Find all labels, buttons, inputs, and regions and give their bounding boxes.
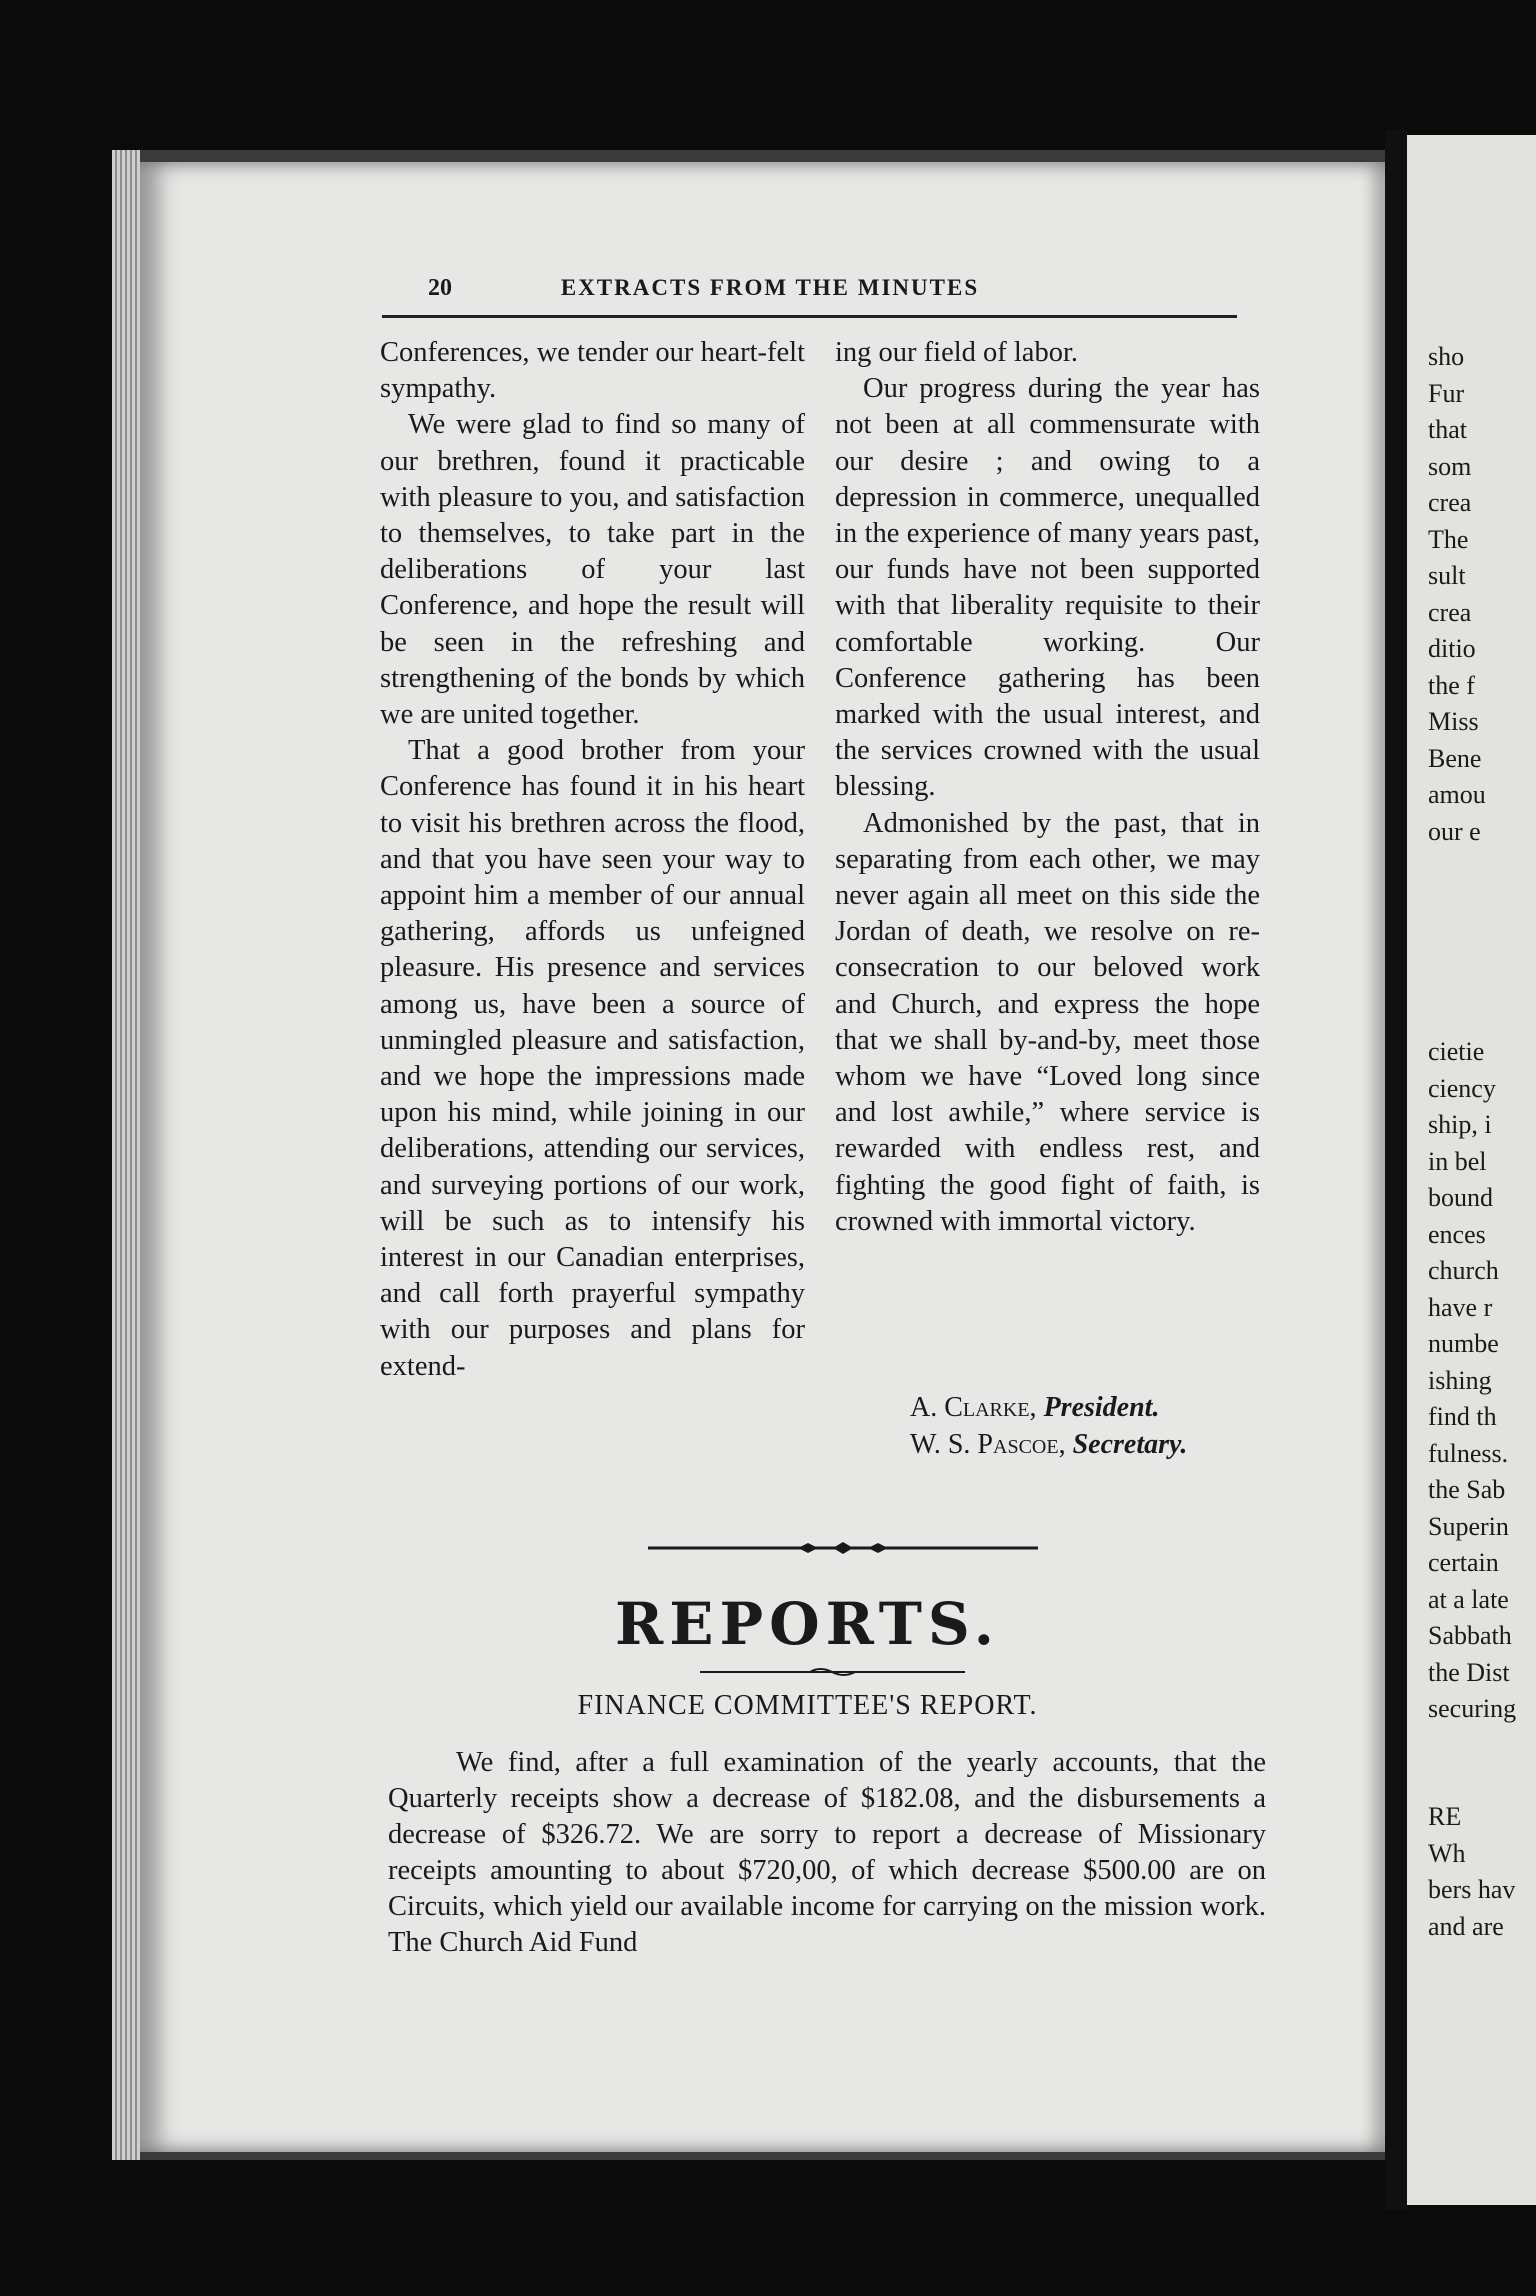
signature-name: W. S. Pascoe, — [910, 1429, 1066, 1460]
paragraph: We find, after a full examination of the yearly accounts, that the Quarterly receipts show a decrease of $182.08, and the disbursements a decrease of $326.72. We are sorry to report a decrease of Missionary receipts amounting to about $720,00, of which decrease $500.00 are on Circuits, which yield our available income for carrying on the mission work. The Church Aid Fund — [388, 1747, 1266, 1958]
signature-secretary — [910, 1427, 1187, 1463]
signature-role: Secretary. — [1072, 1429, 1188, 1460]
facing-page-line: Superin — [1428, 1511, 1509, 1541]
facing-page-line: that — [1428, 415, 1467, 444]
facing-page-line: the Dist — [1428, 1657, 1510, 1687]
facing-page-line: the f — [1428, 670, 1475, 700]
facing-page-line: crea — [1428, 488, 1472, 517]
paragraph: That a good brother from your Conference has found it in his heart to visit his brethren across the flood, and that you have seen your way to appoint him a member of our annual gathering, affords us unfeigned pleasure. His presence and services among us, have been a source of unmingled pleasure and satisfaction, and we hope the impressions made upon his mind, while joining in our deliberations, attending our services, and surveying portions of our work, will be such as to intensify his interest in our Canadian enterprises, and call forth prayerful sympathy with our purposes and plans for extend- — [380, 735, 805, 1382]
facing-page-line: Miss — [1428, 707, 1479, 736]
facing-page-line: securing — [1428, 1694, 1517, 1723]
facing-page-line: Bene — [1428, 743, 1482, 773]
facing-page-line: church — [1428, 1256, 1499, 1285]
facing-page-line: ditio — [1428, 634, 1476, 663]
left-column — [380, 335, 805, 1385]
finance-report-body — [388, 1745, 1266, 1961]
book-gutter — [1385, 130, 1407, 2210]
facing-page-line: at a late — [1428, 1584, 1509, 1614]
facing-page-line: The — [1428, 524, 1469, 554]
paragraph: We were glad to find so many of our brethren, found it practicable with pleasure to you, and satisfaction to themselves, to take part in the deliberations of your last Conference, and hope the result will be seen in the refreshing and strengthening of the bonds by which we are united together. — [380, 409, 805, 731]
signature-role: President. — [1043, 1392, 1160, 1423]
facing-page-line: cietie — [1428, 1037, 1485, 1066]
facing-page-line: ishing — [1428, 1365, 1492, 1395]
heading-rule — [700, 1665, 965, 1679]
facing-page-line: ship, i — [1428, 1110, 1492, 1139]
facing-page-line: sult — [1428, 561, 1466, 590]
page-edges — [112, 150, 140, 2160]
facing-page-line: Wh — [1428, 1838, 1466, 1868]
paragraph: Conferences, we tender our heart-felt sympathy. — [380, 337, 805, 405]
facing-page-line: in bel — [1428, 1146, 1487, 1176]
facing-page-line: som — [1428, 451, 1472, 481]
facing-page-line: our e — [1428, 816, 1481, 846]
facing-page-line: ciency — [1428, 1073, 1496, 1103]
facing-page-line: Sabbath — [1428, 1621, 1512, 1650]
facing-page-line: ences — [1428, 1219, 1486, 1249]
header-rule — [382, 315, 1237, 318]
signature-name: A. Clarke, — [910, 1392, 1037, 1423]
ornamental-divider — [648, 1540, 1038, 1556]
facing-page-line: bound — [1428, 1183, 1493, 1212]
right-column — [835, 335, 1260, 1240]
facing-page-line: certain — [1428, 1548, 1499, 1577]
facing-page-line: RE — [1428, 1802, 1462, 1831]
facing-page-line: the Sab — [1428, 1475, 1506, 1504]
facing-page-line: fulness. — [1428, 1438, 1509, 1468]
facing-page-line: sho — [1428, 342, 1465, 371]
facing-page-line: have r — [1428, 1292, 1493, 1322]
paragraph: Admonished by the past, that in separating from each other, we may never again all meet on this side the Jordan of death, we resolve on re-consecration to our beloved work and Church, and express the hope that we shall by-and-by, meet those whom we have “Loved long since and lost awhile,” where service is rewarded with endless rest, and fighting the good fight of faith, is crowned with immortal victory. — [835, 807, 1260, 1237]
facing-page-line: numbe — [1428, 1329, 1499, 1358]
paragraph: Our progress during the year has not been at all commensurate with our desire ; and owing to a depression in commerce, unequalled in the experience of many years past, our funds have not been supported with that liberality requisite to their comfortable working. Our Conference gathering has been marked with the usual interest, and the services crowned with the usual blessing. — [835, 373, 1260, 803]
page-number: 20 — [428, 275, 452, 301]
facing-page-line: Fur — [1428, 378, 1465, 408]
reports-heading: REPORTS. — [615, 1590, 1000, 1658]
facing-page-line: and are — [1428, 1911, 1504, 1941]
running-title: EXTRACTS FROM THE MINUTES — [560, 275, 980, 300]
facing-page-line: crea — [1428, 597, 1472, 627]
paragraph: ing our field of labor. — [835, 337, 1078, 368]
facing-page-line: amou — [1428, 780, 1486, 809]
facing-page-line: find th — [1428, 1402, 1497, 1431]
signature-president — [910, 1390, 1159, 1426]
finance-report-heading: FINANCE COMMITTEE'S REPORT. — [577, 1690, 1038, 1721]
facing-page-line: bers hav — [1428, 1875, 1516, 1904]
